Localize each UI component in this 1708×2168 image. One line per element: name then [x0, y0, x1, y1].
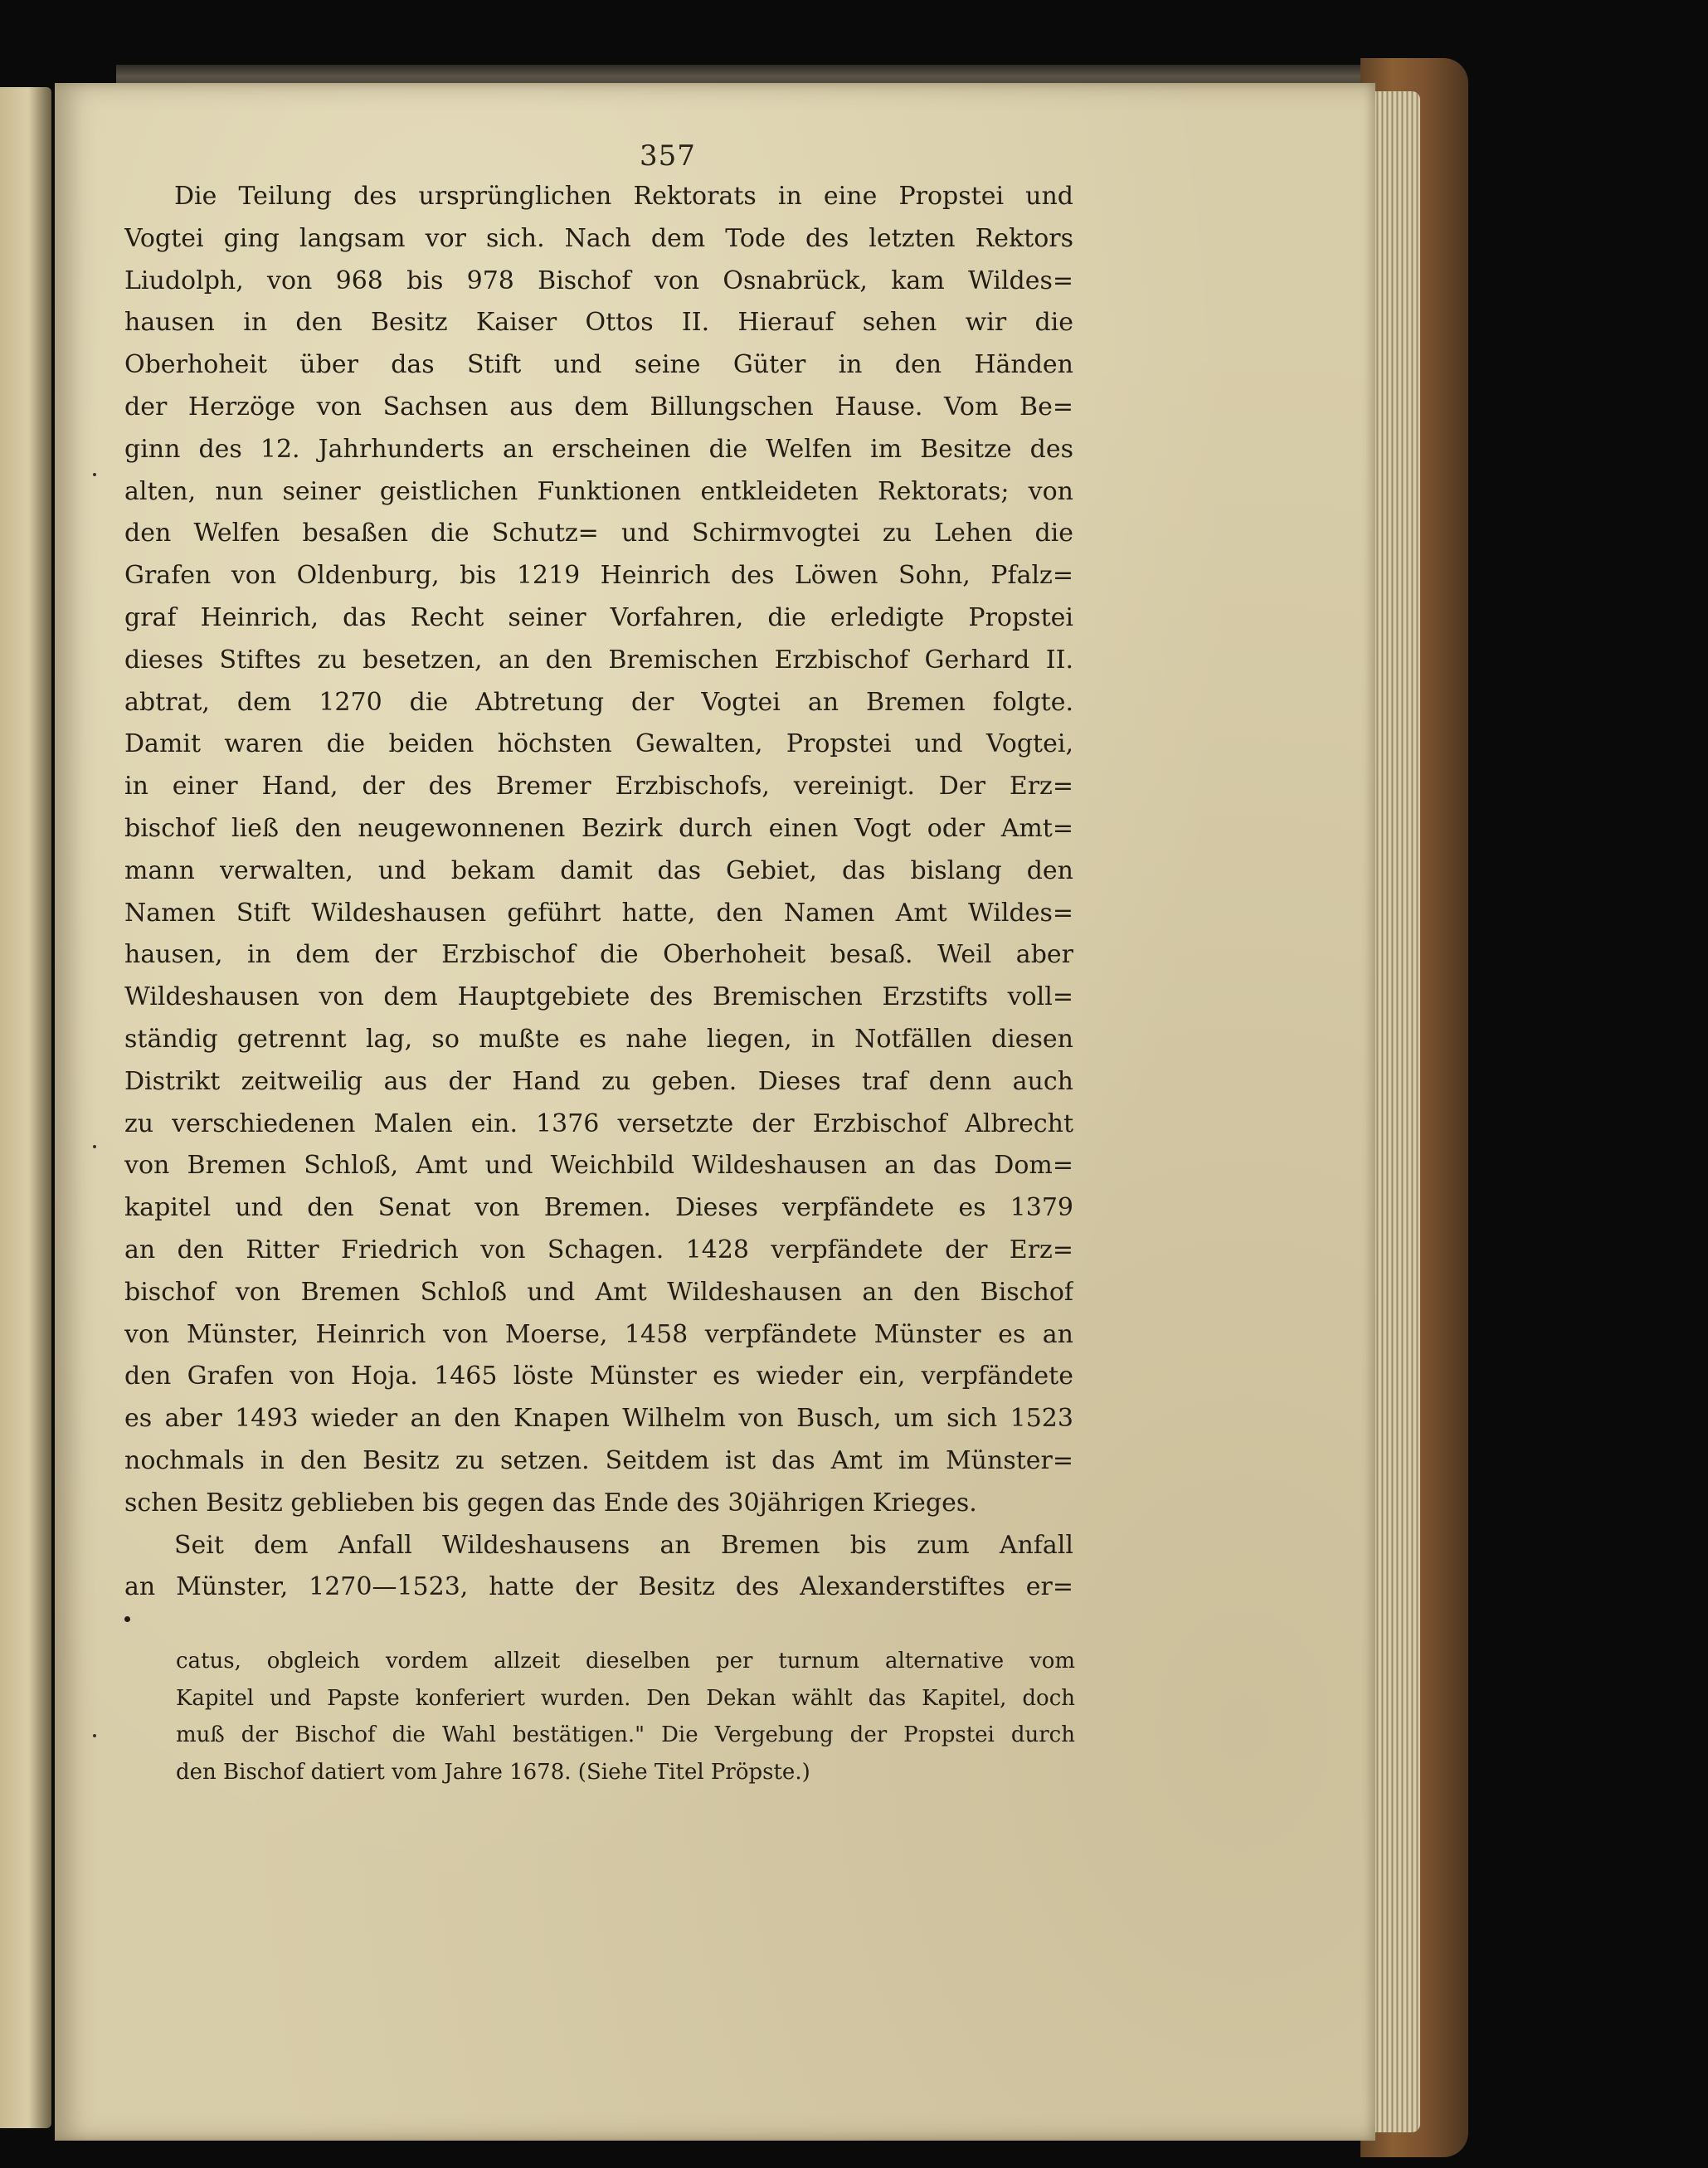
margin-dot: [124, 1616, 130, 1622]
text-line: alten, nun seiner geistlichen Funktionen entkleideten Rektorats; von: [124, 476, 1073, 506]
body-text: [124, 176, 1073, 1609]
text-line: an den Ritter Friedrich von Schagen. 1428 verpfändete der Erz=: [124, 1235, 1073, 1264]
text-line: hausen, in dem der Erzbischof die Oberhoheit besaß. Weil aber: [124, 940, 1073, 970]
text-line: zu verschiedenen Malen ein. 1376 versetzte der Erzbischof Albrecht: [124, 1108, 1073, 1138]
page-number: 357: [640, 139, 696, 173]
text-line: der Herzöge von Sachsen aus dem Billungschen Hause. Vom Be=: [124, 392, 1073, 421]
text-line: den Welfen besaßen die Schutz= und Schirmvogtei zu Lehen die: [124, 519, 1073, 548]
gutter-mark: [93, 1734, 96, 1737]
page-stack-edges: [1369, 91, 1420, 2132]
text-line: den Grafen von Hoja. 1465 löste Münster es wieder ein, verpfändete: [124, 1362, 1073, 1391]
text-line: Oberhoheit über das Stift und seine Güter in den Händen: [124, 350, 1073, 380]
text-line: bischof ließ den neugewonnenen Bezirk durch einen Vogt oder Amt=: [124, 813, 1073, 843]
text-line: Namen Stift Wildeshausen geführt hatte, den Namen Amt Wildes=: [124, 898, 1073, 928]
text-line: Wildeshausen von dem Hauptgebiete des Bremischen Erzstifts voll=: [124, 982, 1073, 1012]
text-line: in einer Hand, der des Bremer Erzbischofs, vereinigt. Der Erz=: [124, 772, 1073, 801]
text-line: kapitel und den Senat von Bremen. Dieses verpfändete es 1379: [124, 1193, 1073, 1223]
text-line: dieses Stiftes zu besetzen, an den Bremischen Erzbischof Gerhard II.: [124, 645, 1073, 675]
footnote-line: Kapitel und Papste konferiert wurden. Den Dekan wählt das Kapitel, doch: [176, 1685, 1075, 1711]
footnote: [176, 1643, 1075, 1790]
gutter-mark: [93, 473, 96, 476]
gutter-mark: [93, 1145, 96, 1148]
text-line: Distrikt zeitweilig aus der Hand zu geben. Dieses traf denn auch: [124, 1066, 1073, 1096]
footnote-line: muß der Bischof die Wahl bestätigen." Die Vergebung der Propstei durch: [176, 1722, 1075, 1747]
text-line: an Münster, 1270—1523, hatte der Besitz des Alexanderstiftes er=: [124, 1572, 1073, 1602]
text-line: Damit waren die beiden höchsten Gewalten, Propstei und Vogtei,: [124, 729, 1073, 759]
text-line: mann verwalten, und bekam damit das Gebiet, das bislang den: [124, 855, 1073, 885]
text-line: abtrat, dem 1270 die Abtretung der Vogtei an Bremen folgte.: [124, 687, 1073, 717]
text-line: bischof von Bremen Schloß und Amt Wildeshausen an den Bischof: [124, 1277, 1073, 1307]
text-line: Vogtei ging langsam vor sich. Nach dem Tode des letzten Rektors: [124, 223, 1073, 253]
text-line: ginn des 12. Jahrhunderts an erscheinen die Welfen im Besitze des: [124, 434, 1073, 464]
text-line: graf Heinrich, das Recht seiner Vorfahren, die erledigte Propstei: [124, 602, 1073, 632]
text-line: schen Besitz geblieben bis gegen das Ende des 30jährigen Krieges.: [124, 1488, 977, 1518]
text-line: hausen in den Besitz Kaiser Ottos II. Hierauf sehen wir die: [124, 308, 1073, 338]
text-line: Liudolph, von 968 bis 978 Bischof von Osnabrück, kam Wildes=: [124, 266, 1073, 295]
text-line: von Bremen Schloß, Amt und Weichbild Wildeshausen an das Dom=: [124, 1151, 1073, 1181]
text-line: Grafen von Oldenburg, bis 1219 Heinrich des Löwen Sohn, Pfalz=: [124, 561, 1073, 591]
footnote-line: catus, obgleich vordem allzeit dieselben per turnum alternative vom: [176, 1649, 1075, 1674]
text-line: ständig getrennt lag, so mußte es nahe liegen, in Notfällen diesen: [124, 1024, 1073, 1054]
previous-page-edge: [0, 87, 51, 2128]
text-line: es aber 1493 wieder an den Knapen Wilhelm von Busch, um sich 1523: [124, 1404, 1073, 1434]
text-line: Seit dem Anfall Wildeshausens an Bremen bis zum Anfall: [174, 1530, 1073, 1560]
text-line: Die Teilung des ursprünglichen Rektorats in eine Propstei und: [174, 182, 1073, 211]
text-line: von Münster, Heinrich von Moerse, 1458 verpfändete Münster es an: [124, 1319, 1073, 1349]
text-line: nochmals in den Besitz zu setzen. Seitdem ist das Amt im Münster=: [124, 1445, 1073, 1475]
footnote-line: den Bischof datiert vom Jahre 1678. (Siehe Titel Pröpste.): [176, 1759, 810, 1785]
